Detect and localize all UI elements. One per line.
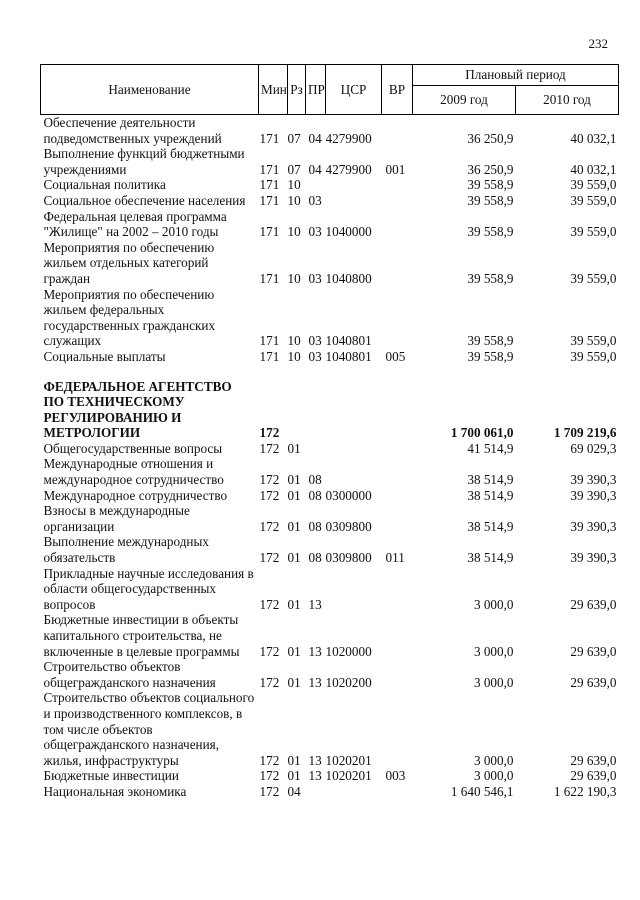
row-csr: 1040000 (325, 224, 372, 240)
row-csr (326, 441, 382, 457)
row-value-2009: 3 000,0 (473, 752, 514, 768)
row-value-2010: 39 390,3 (570, 550, 617, 566)
row-rz: 01 (287, 550, 301, 566)
row-csr: 0300000 (325, 487, 372, 503)
table-row (41, 503, 619, 534)
row-min: 172 (259, 472, 280, 488)
row-value-2010: 39 559,0 (570, 177, 617, 193)
row-csr (326, 193, 382, 209)
row-csr: 1040801 (325, 348, 372, 364)
row-rz: 01 (287, 440, 301, 456)
table-row (41, 659, 619, 690)
table-row (41, 441, 619, 457)
row-value-2009: 36 250,9 (467, 161, 514, 177)
row-vr: 001 (385, 161, 406, 177)
row-csr: 1040801 (325, 333, 372, 349)
row-rz: 01 (287, 768, 301, 784)
table-row (41, 146, 619, 177)
row-name: Мероприятия по обеспечению жильем федеральных государственных гражданских служащих (43, 286, 216, 349)
row-vr (382, 177, 413, 193)
row-name: Федеральная целевая программа "Жилище" на 2002 – 2010 годы (43, 208, 227, 240)
row-vr (382, 488, 413, 504)
row-min: 172 (259, 674, 280, 690)
row-name: Строительство объектов социального и производственного комплексов, в том числе объектов общегражданского назначения, жилья, инфраструктуры (43, 690, 255, 768)
row-vr (382, 209, 413, 240)
row-value-2009: 39 558,9 (467, 177, 514, 193)
row-min: 172 (259, 440, 280, 456)
row-vr (382, 566, 413, 613)
row-pr: 03 (308, 270, 322, 286)
row-min: 171 (259, 270, 280, 286)
header-vr: ВР (382, 65, 413, 115)
row-value-2009: 3 000,0 (473, 596, 514, 612)
row-name: ФЕДЕРАЛЬНОЕ АГЕНТСТВО ПО ТЕХНИЧЕСКОМУ РЕГУЛИРОВАНИЮ И МЕТРОЛОГИИ (43, 378, 232, 441)
header-year-2010: 2010 год (516, 86, 619, 115)
row-min: 172 (259, 596, 280, 612)
table-body (41, 115, 619, 800)
row-name: Социальное обеспечение населения (43, 192, 246, 208)
row-rz: 01 (287, 518, 301, 534)
row-vr (382, 115, 413, 147)
row-value-2010: 29 639,0 (570, 768, 617, 784)
header-pr: ПР (306, 65, 326, 115)
row-pr (306, 441, 326, 457)
row-name: Бюджетные инвестиции (43, 768, 179, 784)
row-value-2009: 36 250,9 (467, 130, 514, 146)
row-name: Общегосударственные вопросы (43, 440, 223, 456)
row-pr: 04 (308, 130, 322, 146)
header-planned-period: Плановый период (413, 65, 619, 86)
row-value-2010: 39 390,3 (570, 518, 617, 534)
row-value-2009: 39 558,9 (467, 270, 514, 286)
row-name: Социальная политика (43, 177, 166, 193)
row-rz: 01 (287, 472, 301, 488)
row-min: 172 (259, 752, 280, 768)
row-csr: 0309800 (325, 518, 372, 534)
row-value-2010: 39 390,3 (570, 472, 617, 488)
row-value-2010: 39 559,0 (570, 224, 617, 240)
row-pr: 13 (308, 752, 322, 768)
table-row (41, 365, 619, 441)
row-value-2010: 69 029,3 (570, 440, 617, 456)
row-csr: 1020201 (325, 752, 372, 768)
table-row (41, 456, 619, 487)
row-name: Международные отношения и международное сотрудничество (43, 456, 224, 488)
row-vr (382, 503, 413, 534)
row-rz: 01 (287, 674, 301, 690)
row-min: 171 (259, 177, 280, 193)
row-min: 172 (259, 768, 280, 784)
row-pr: 13 (308, 596, 322, 612)
row-value-2009: 39 558,9 (467, 224, 514, 240)
row-min: 171 (259, 130, 280, 146)
row-value-2010: 39 559,0 (570, 270, 617, 286)
row-csr: 1020201 (325, 768, 372, 784)
table-header (41, 65, 619, 115)
row-csr (326, 365, 382, 441)
row-pr (306, 784, 326, 800)
row-pr (306, 365, 326, 441)
row-value-2009: 1 700 061,0 (450, 425, 514, 441)
row-vr (382, 612, 413, 659)
row-value-2009: 39 558,9 (467, 348, 514, 364)
row-pr: 03 (308, 224, 322, 240)
row-value-2010: 29 639,0 (570, 596, 617, 612)
row-rz: 01 (287, 487, 301, 503)
row-min: 172 (259, 425, 280, 441)
row-value-2009: 39 558,9 (467, 333, 514, 349)
row-rz: 01 (287, 596, 301, 612)
row-csr: 1020200 (325, 674, 372, 690)
row-min: 171 (259, 192, 280, 208)
row-min: 171 (259, 224, 280, 240)
row-name: Взносы в международные организации (43, 503, 190, 534)
row-rz: 04 (287, 783, 301, 799)
row-value-2009: 3 000,0 (473, 643, 514, 659)
row-rz: 01 (287, 643, 301, 659)
row-value-2010: 29 639,0 (570, 752, 617, 768)
row-rz: 10 (287, 177, 301, 193)
row-vr (382, 659, 413, 690)
row-csr: 4279900 (325, 161, 372, 177)
row-min: 171 (259, 161, 280, 177)
row-name: Мероприятия по обеспечению жильем отдельных категорий граждан (43, 239, 215, 286)
row-csr (326, 566, 382, 613)
table-row (41, 193, 619, 209)
row-min: 172 (259, 643, 280, 659)
row-name: Строительство объектов общегражданского назначения (43, 659, 216, 690)
row-value-2010: 29 639,0 (570, 643, 617, 659)
row-pr: 08 (308, 472, 322, 488)
row-pr: 03 (308, 348, 322, 364)
row-rz: 10 (287, 224, 301, 240)
row-name: Социальные выплаты (43, 348, 166, 364)
table-row (41, 240, 619, 287)
row-min: 172 (259, 550, 280, 566)
table-row (41, 612, 619, 659)
table-row (41, 488, 619, 504)
header-rz: Рз (288, 65, 306, 115)
row-pr: 08 (308, 518, 322, 534)
row-value-2010: 1 622 190,3 (553, 783, 617, 799)
table-row (41, 209, 619, 240)
row-pr: 13 (308, 674, 322, 690)
row-vr: 003 (385, 768, 406, 784)
table-row (41, 287, 619, 349)
row-value-2010: 40 032,1 (570, 161, 617, 177)
row-rz: 10 (287, 333, 301, 349)
row-rz (288, 365, 306, 441)
row-value-2010: 39 559,0 (570, 333, 617, 349)
row-value-2010: 39 559,0 (570, 192, 617, 208)
row-vr (382, 441, 413, 457)
row-rz: 07 (287, 130, 301, 146)
table-row (41, 566, 619, 613)
row-vr (382, 456, 413, 487)
table-row (41, 177, 619, 193)
row-value-2009: 38 514,9 (467, 472, 514, 488)
row-min: 172 (259, 783, 280, 799)
header-min: Мин (259, 65, 288, 115)
row-name: Обеспечение деятельности подведомственных учреждений (43, 115, 222, 146)
row-value-2009: 38 514,9 (467, 487, 514, 503)
row-name: Бюджетные инвестиции в объекты капитального строительства, не включенные в целевые программы (43, 612, 240, 659)
row-vr (382, 240, 413, 287)
row-value-2010: 39 559,0 (570, 348, 617, 364)
row-vr (382, 365, 413, 441)
row-min: 171 (259, 348, 280, 364)
row-rz: 07 (287, 161, 301, 177)
row-vr: 011 (385, 550, 405, 566)
row-csr (326, 784, 382, 800)
row-min: 171 (259, 333, 280, 349)
row-min: 172 (259, 518, 280, 534)
row-value-2009: 41 514,9 (467, 440, 514, 456)
table-row (41, 768, 619, 784)
row-pr: 08 (308, 487, 322, 503)
header-year-2009: 2009 год (413, 86, 516, 115)
table-row (41, 690, 619, 768)
table-row (41, 534, 619, 565)
row-value-2010: 29 639,0 (570, 674, 617, 690)
row-value-2009: 38 514,9 (467, 550, 514, 566)
row-rz: 10 (287, 192, 301, 208)
row-vr (382, 287, 413, 349)
row-rz: 10 (287, 270, 301, 286)
row-pr (306, 177, 326, 193)
row-value-2010: 39 390,3 (570, 487, 617, 503)
row-name: Международное сотрудничество (43, 487, 228, 503)
row-csr: 1020000 (325, 643, 372, 659)
row-value-2009: 38 514,9 (467, 518, 514, 534)
budget-table (40, 64, 619, 800)
row-pr: 03 (308, 192, 322, 208)
row-vr (382, 193, 413, 209)
row-csr: 0309800 (325, 550, 372, 566)
row-csr (326, 177, 382, 193)
row-vr: 005 (385, 348, 406, 364)
row-pr: 13 (308, 768, 322, 784)
row-value-2010: 40 032,1 (570, 130, 617, 146)
table-row (41, 784, 619, 800)
header-csr: ЦСР (326, 65, 382, 115)
row-pr: 03 (308, 333, 322, 349)
row-value-2009: 3 000,0 (473, 674, 514, 690)
row-value-2009: 39 558,9 (467, 192, 514, 208)
row-min: 172 (259, 487, 280, 503)
row-csr (326, 456, 382, 487)
row-name: Выполнение международных обязательств (43, 534, 209, 566)
row-name: Выполнение функций бюджетными учреждениями (43, 146, 245, 177)
row-csr: 1040800 (325, 270, 372, 286)
row-name: Национальная экономика (43, 783, 187, 799)
row-pr: 04 (308, 161, 322, 177)
row-vr (382, 784, 413, 800)
table-row (41, 115, 619, 147)
row-value-2009: 3 000,0 (473, 768, 514, 784)
row-value-2009: 1 640 546,1 (450, 783, 514, 799)
table-row (41, 349, 619, 365)
row-value-2010: 1 709 219,6 (553, 425, 617, 441)
row-rz: 10 (287, 348, 301, 364)
row-pr: 13 (308, 643, 322, 659)
row-csr: 4279900 (325, 130, 372, 146)
header-name: Наименование (41, 65, 259, 115)
page-number: 232 (588, 36, 608, 51)
row-rz: 01 (287, 752, 301, 768)
row-name: Прикладные научные исследования в области общегосударственных вопросов (43, 565, 254, 612)
row-vr (382, 690, 413, 768)
row-pr: 08 (308, 550, 322, 566)
